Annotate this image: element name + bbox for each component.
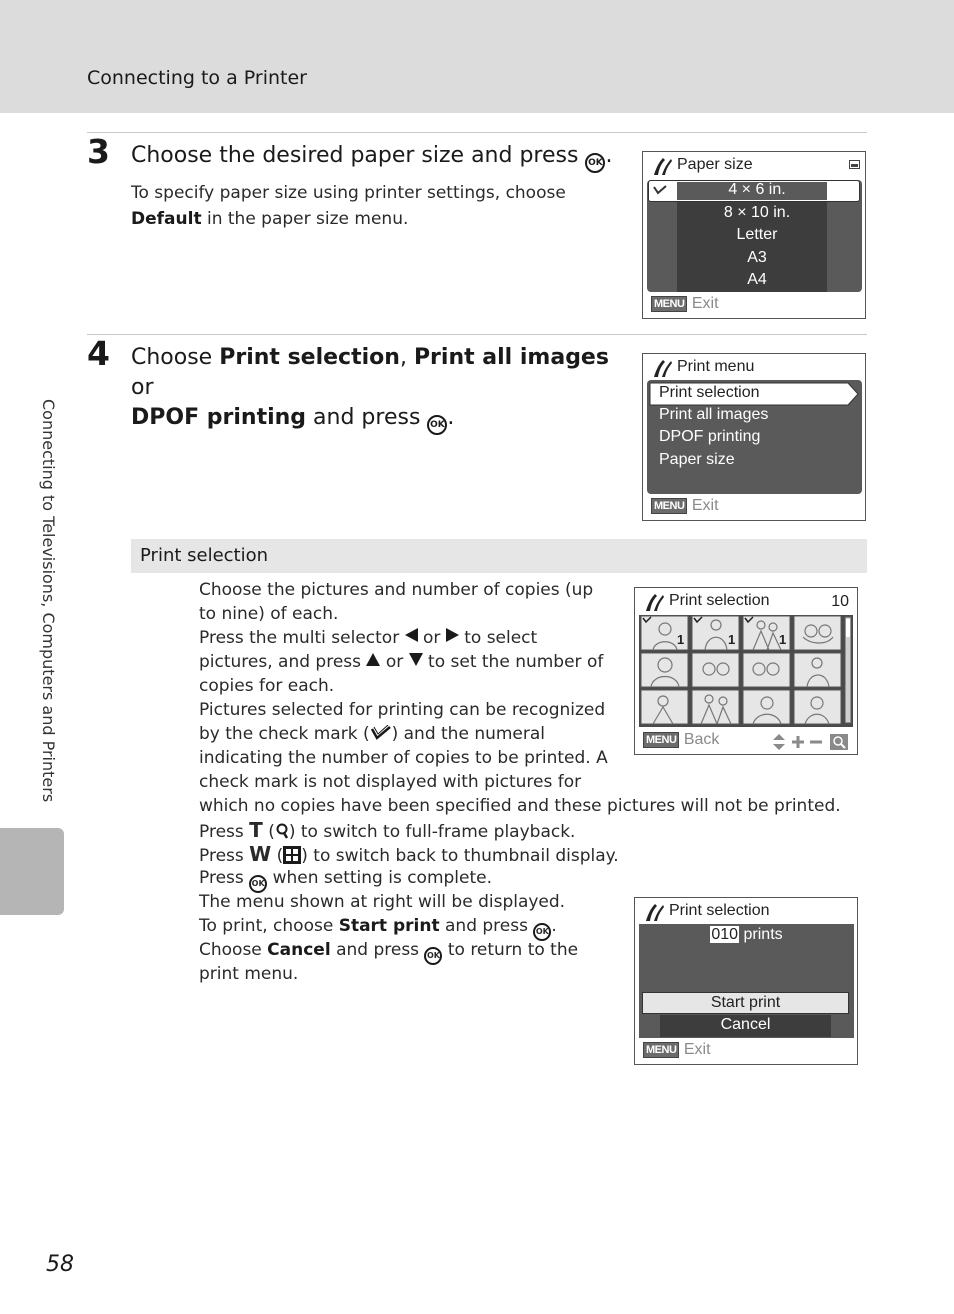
thumbnail-images <box>639 615 853 727</box>
paper-option-a4[interactable]: A4 <box>747 271 767 288</box>
print-selection-thumbnail-screen <box>634 587 858 755</box>
thumbnail-grid <box>639 615 853 727</box>
screen-title: Print selection <box>669 592 770 609</box>
screen-title: Print menu <box>677 358 755 375</box>
paper-option-4x6[interactable]: 4 × 6 in. <box>728 181 786 198</box>
print-menu-screen <box>642 353 866 521</box>
prints-count-row: 010 prints <box>711 926 783 943</box>
check-mark-icon <box>653 185 667 195</box>
menu-button-icon: MENU <box>651 498 687 514</box>
step-number-3: 3 <box>87 132 110 171</box>
step-number-4: 4 <box>87 334 110 373</box>
step4-title: Choose Print selection, Print all images or DPOF printing and press OK . <box>131 343 621 435</box>
menu-item-dpof-printing[interactable]: DPOF printing <box>659 428 761 445</box>
paper-size-list <box>647 180 862 292</box>
print-selection-section-header: Print selection <box>131 539 867 573</box>
battery-icon <box>849 159 860 170</box>
start-print-button[interactable]: Start print <box>642 992 849 1014</box>
zoom-t-key: T <box>249 818 263 842</box>
menu-item-print-all-images[interactable]: Print all images <box>659 406 769 423</box>
up-arrow-icon <box>366 653 380 666</box>
print-menu-list <box>647 380 862 494</box>
print-confirm-panel <box>639 924 854 1038</box>
paper-option-a3[interactable]: A3 <box>747 249 767 266</box>
running-header: Connecting to a Printer <box>87 67 307 89</box>
prints-count-value[interactable]: 010 <box>711 926 739 943</box>
menu-button-icon: MENU <box>643 1042 679 1058</box>
menu-button-icon: MENU <box>643 732 679 748</box>
paper-option-letter[interactable]: Letter <box>736 226 778 243</box>
screen-footer: MENU Back <box>643 731 719 749</box>
ok-button-icon: OK <box>427 415 447 435</box>
paper-size-screen <box>642 151 866 319</box>
side-tab-label: Connecting to Televisions, Computers and Printers <box>39 399 58 803</box>
selection-count: 10 <box>831 593 849 610</box>
pictbridge-icon <box>643 902 665 922</box>
screen-footer: MENU Exit <box>643 1041 711 1059</box>
print-confirmation-screen <box>634 897 858 1065</box>
screen-footer: MENU Exit <box>651 295 719 313</box>
header-band <box>0 0 954 113</box>
ok-button-icon: OK <box>249 875 267 893</box>
menu-item-print-selection[interactable]: Print selection <box>659 384 760 401</box>
right-arrow-icon <box>446 628 459 642</box>
print-selection-instructions: Choose the pictures and number of copies (up to nine) of each. Press the multi selector or to select pictures, and press or to set the number of copies for each. Pictures selected for printing can be recognized by the check mark ( ) and the numeral indicating the number of copies to be printed. A check mark is not displayed with pictures for which no copies have been specified and these pictures will not be printed. Press T ( ) to switch to full-frame playback. Press W ( ) to switch back to thumbnail display. Press OK when setting is complete. The menu shown at right will be displayed. To print, choose Start print and press OK . Choose Cancel and press OK to return to the print menu. <box>199 580 841 984</box>
pictbridge-icon <box>643 592 665 612</box>
ok-button-icon: OK <box>424 947 442 965</box>
ok-button-icon: OK <box>585 153 605 173</box>
check-mark-icon <box>370 725 392 741</box>
step3-divider <box>87 132 867 133</box>
thumbnail-icon <box>283 846 301 864</box>
copy-count: 1 <box>779 632 787 647</box>
menu-item-paper-size[interactable]: Paper size <box>659 451 735 468</box>
screen-footer: MENU Exit <box>651 497 719 515</box>
screen-title: Print selection <box>669 902 770 919</box>
copy-count: 1 <box>677 632 685 647</box>
side-tab-marker <box>0 828 64 915</box>
screen-title: Paper size <box>677 156 753 173</box>
ok-button-icon: OK <box>533 923 551 941</box>
magnifier-icon <box>275 823 289 839</box>
copy-count: 1 <box>728 632 736 647</box>
page-number: 58 <box>46 1252 74 1277</box>
step3-title: Choose the desired paper size and press OK . <box>131 141 612 173</box>
pictbridge-icon <box>651 156 673 176</box>
paper-option-8x10[interactable]: 8 × 10 in. <box>723 204 791 221</box>
step4-divider <box>87 334 867 335</box>
zoom-w-key: W <box>249 842 272 866</box>
step3-description: To specify paper size using printer settings, choose Default in the paper size menu. <box>131 183 566 229</box>
cancel-button[interactable]: Cancel <box>660 1015 831 1037</box>
menu-button-icon: MENU <box>651 296 687 312</box>
down-arrow-icon <box>409 653 423 666</box>
left-arrow-icon <box>405 628 418 642</box>
copies-adjust-icons <box>772 733 852 751</box>
pictbridge-icon <box>651 358 673 378</box>
